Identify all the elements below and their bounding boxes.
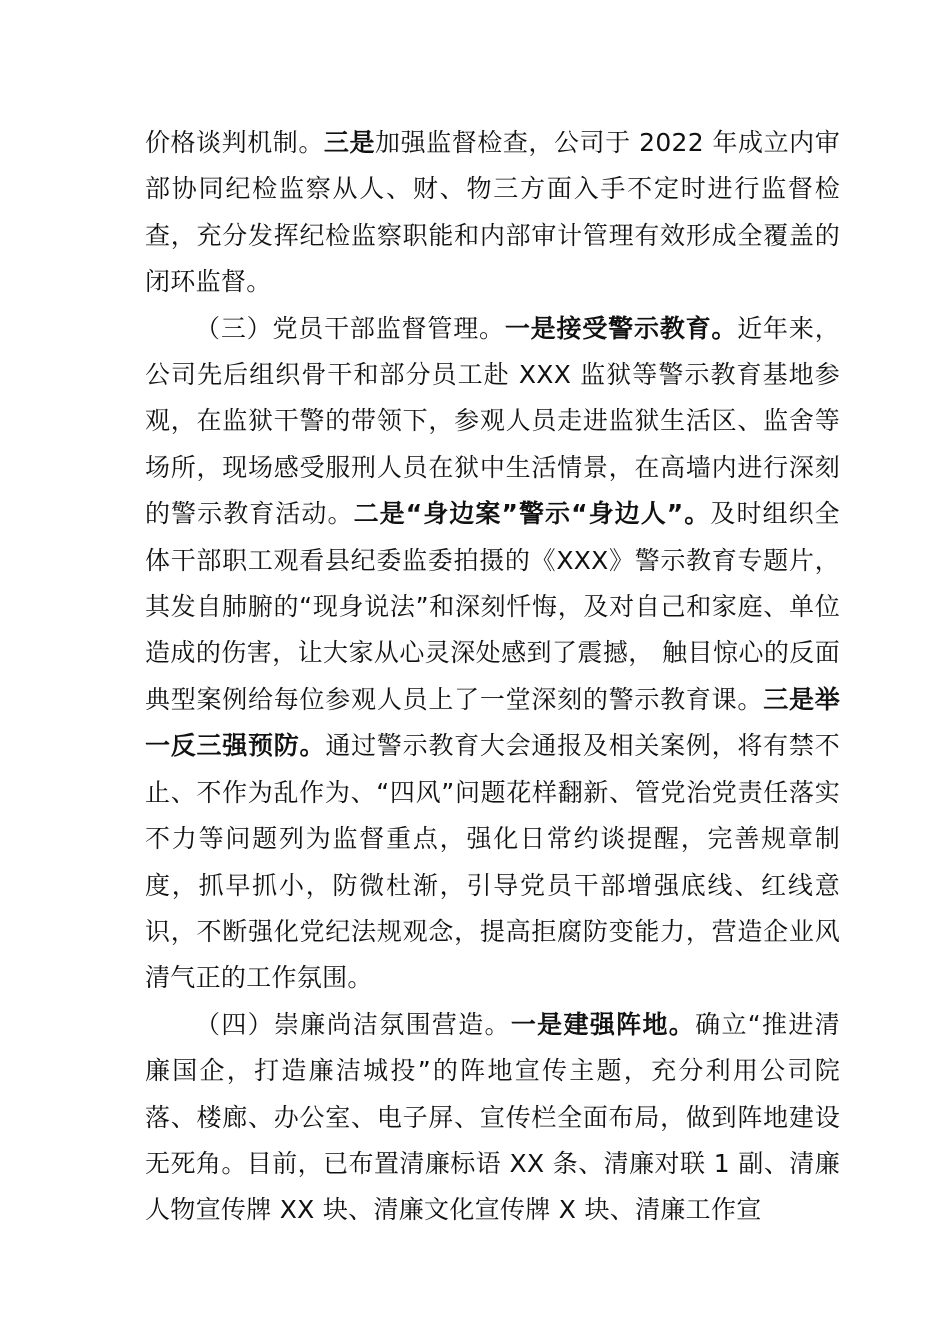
bold-heading-third: 三是 [323,128,376,157]
text-run: 价格谈判机制。 [145,128,324,157]
section-heading: （四）崇廉尚洁氛围营造。 [195,1009,511,1039]
section-heading: （三）党员干部监督管理。 [195,313,505,343]
bold-heading-third: 三是举一反三强预防。 [145,684,841,761]
text-run: 确立“推进清廉国企，打造廉洁城投”的阵地宣传主题，充分利用公司院落、楼廊、办公室、电子屏、宣传栏全面布局，做到阵地建设无死角。目前，已布置清廉标语 XX 条、清廉对联 1 副、清廉人物宣传牌 XX 块、清廉文化宣传牌 X 块、清廉工作宣 [145,1009,840,1225]
paragraph-section-four [145,1002,840,1234]
text-run: 加强监督检查，公司于 2022 年成立内审部协同纪检监察从人、财、物三方面入手不定时进行监督检查，充分发挥纪检监察职能和内部审计管理有效形成全覆盖的闭环监督。 [145,128,840,297]
paragraph-section-three [145,306,840,1002]
bold-heading-first: 一是建强阵地。 [510,1009,696,1039]
text-run: 通过警示教育大会通报及相关案例，将有禁不止、不作为乱作为、“四风”问题花样翻新、管党治党责任落实不力等问题列为监督重点，强化日常约谈提醒，完善规章制度，抓早抓小，防微杜渐，引导党员干部增强底线、红线意识，不断强化党纪法规观念，提高拒腐防变能力，营造企业风清气正的工作氛围。 [145,731,840,993]
text-run: 近年来，公司先后组织骨干和部分员工赴 XXX 监狱等警示教育基地参观，在监狱干警的带领下，参观人员走进监狱生活区、监舍等场所，现场感受服刑人员在狱中生活情景，在高墙内进行深刻的警示教育活动。 [145,313,840,529]
text-run: 及时组织全体干部职工观看县纪委监委拍摄的《XXX》警示教育专题片，其发自肺腑的“现身说法”和深刻忏悔，及对自己和家庭、单位造成的伤害，让大家从心灵深处感到了震撼， 触目惊心的反面典型案例给每位参观人员上了一堂深刻的警示教育课。 [145,499,840,714]
document-body [145,120,840,1234]
bold-heading-second: 二是“身边案”警示“身边人”。 [353,499,711,529]
bold-heading-first: 一是接受警示教育。 [504,313,738,343]
paragraph-supervision-inspection [145,120,840,306]
